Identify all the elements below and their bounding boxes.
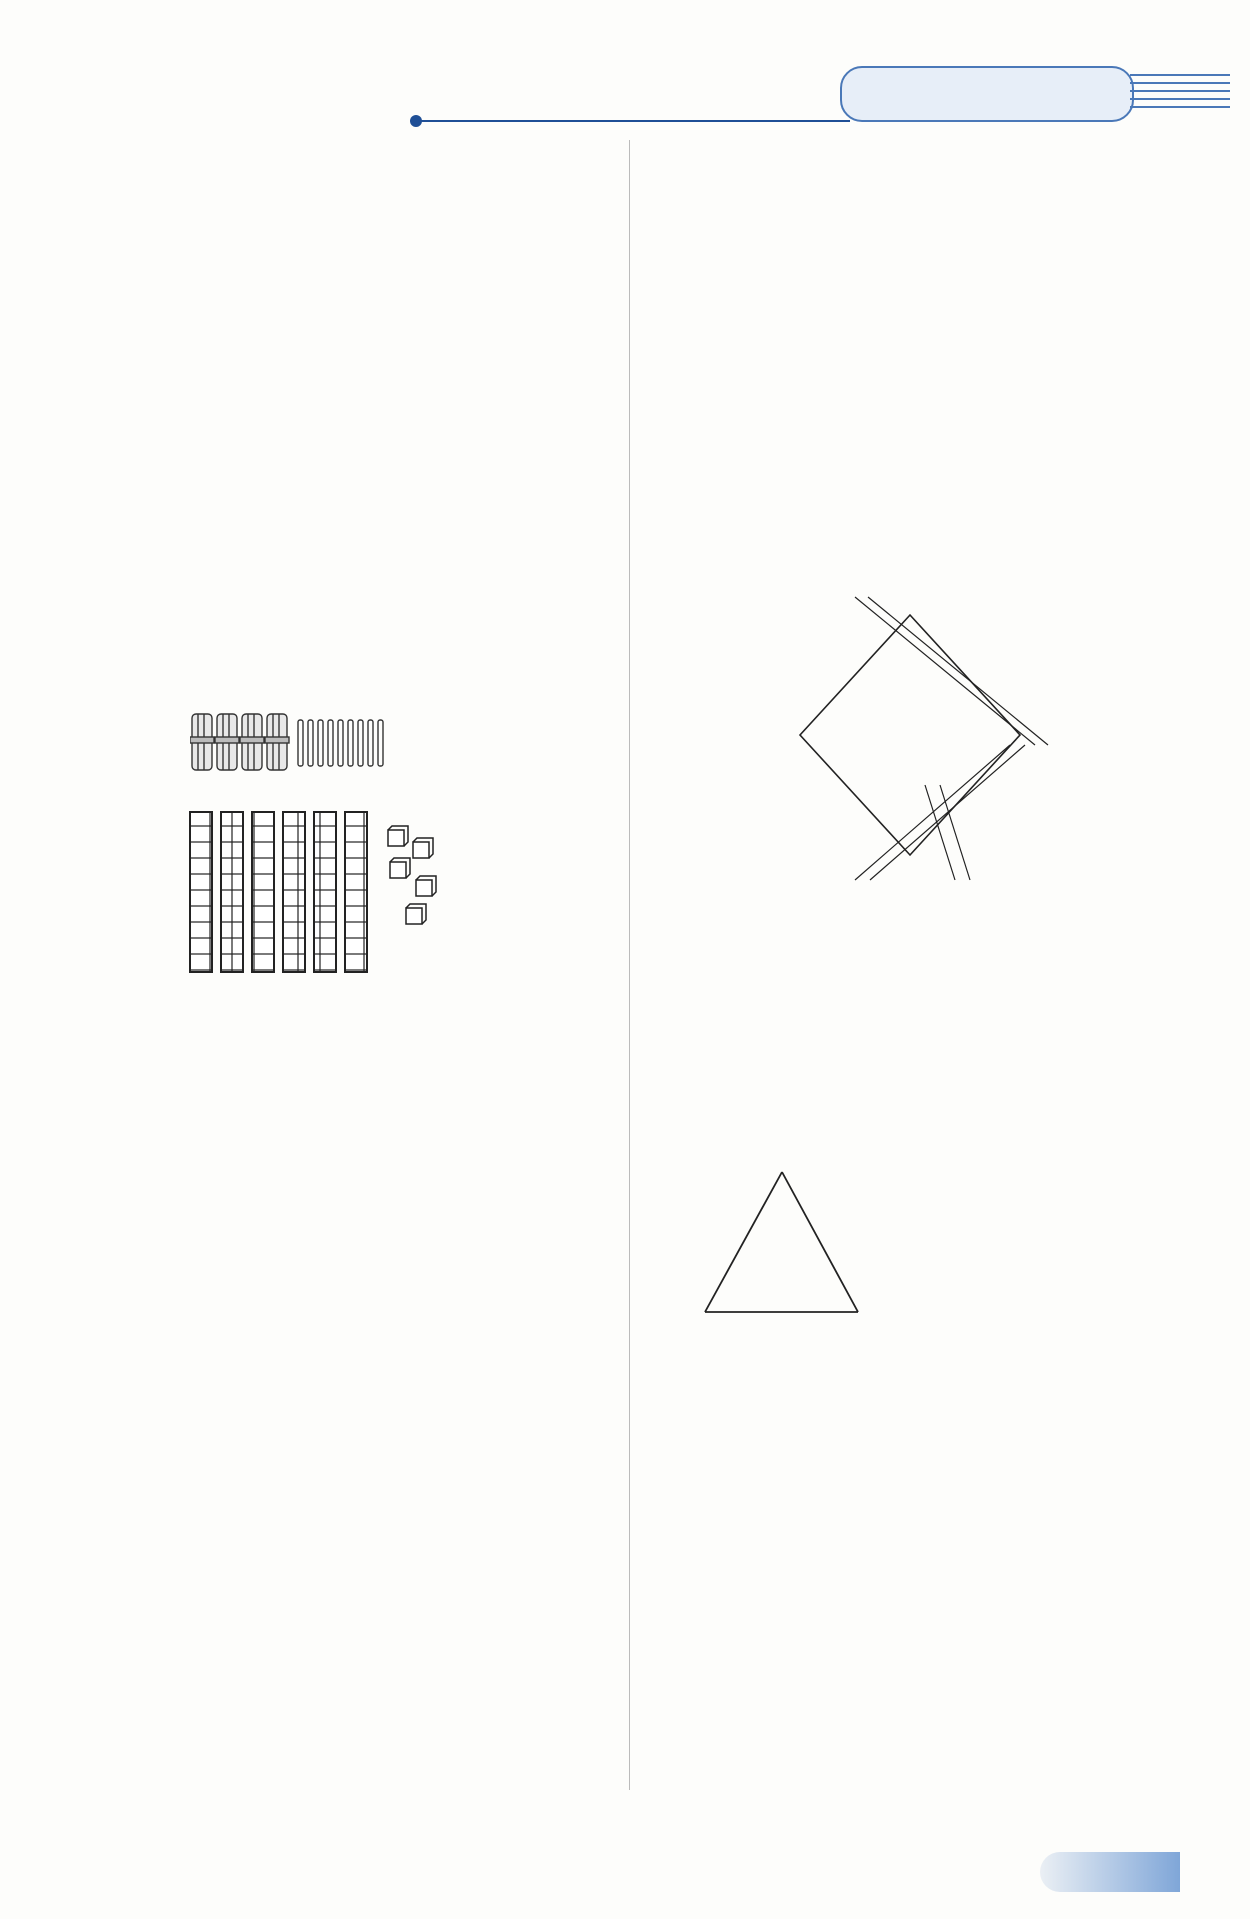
path-arrow-line: [855, 597, 1035, 745]
single-stick: [358, 720, 363, 766]
ten-rod: [283, 812, 305, 972]
unit-cube: [413, 838, 433, 858]
unit-cube: [406, 904, 426, 924]
ten-rod: [345, 812, 367, 972]
path-arrow-line: [925, 785, 955, 880]
path-arrow-line: [868, 597, 1048, 745]
triangle-diagram: [670, 1150, 890, 1350]
unit-cube: [388, 826, 408, 846]
page-number-tab: [1040, 1852, 1180, 1892]
blocks-65-illustration: [188, 810, 448, 980]
single-stick: [368, 720, 373, 766]
path-arrow-line: [940, 785, 970, 880]
right-column: [630, 0, 1250, 1919]
triangle-edge: [782, 1172, 858, 1312]
sticks-49-illustration: [190, 712, 400, 774]
single-stick: [318, 720, 323, 766]
single-stick: [328, 720, 333, 766]
triangle-edge: [705, 1172, 782, 1312]
ten-rod: [314, 812, 336, 972]
single-stick: [308, 720, 313, 766]
path-arrow-line: [855, 745, 1010, 880]
single-stick: [338, 720, 343, 766]
ten-rod: [252, 812, 274, 972]
stick-bundle: [215, 714, 239, 770]
single-stick: [298, 720, 303, 766]
stick-bundle: [265, 714, 289, 770]
path-arrow-line: [870, 745, 1025, 880]
diamond-outline: [800, 615, 1020, 855]
single-stick: [348, 720, 353, 766]
ten-rod: [190, 812, 212, 972]
single-stick: [378, 720, 383, 766]
ten-rod: [221, 812, 243, 972]
stick-bundle: [240, 714, 264, 770]
unit-cube: [390, 858, 410, 878]
diamond-path-diagram: [770, 595, 1050, 885]
unit-cube: [416, 876, 436, 896]
stick-bundle: [190, 714, 214, 770]
